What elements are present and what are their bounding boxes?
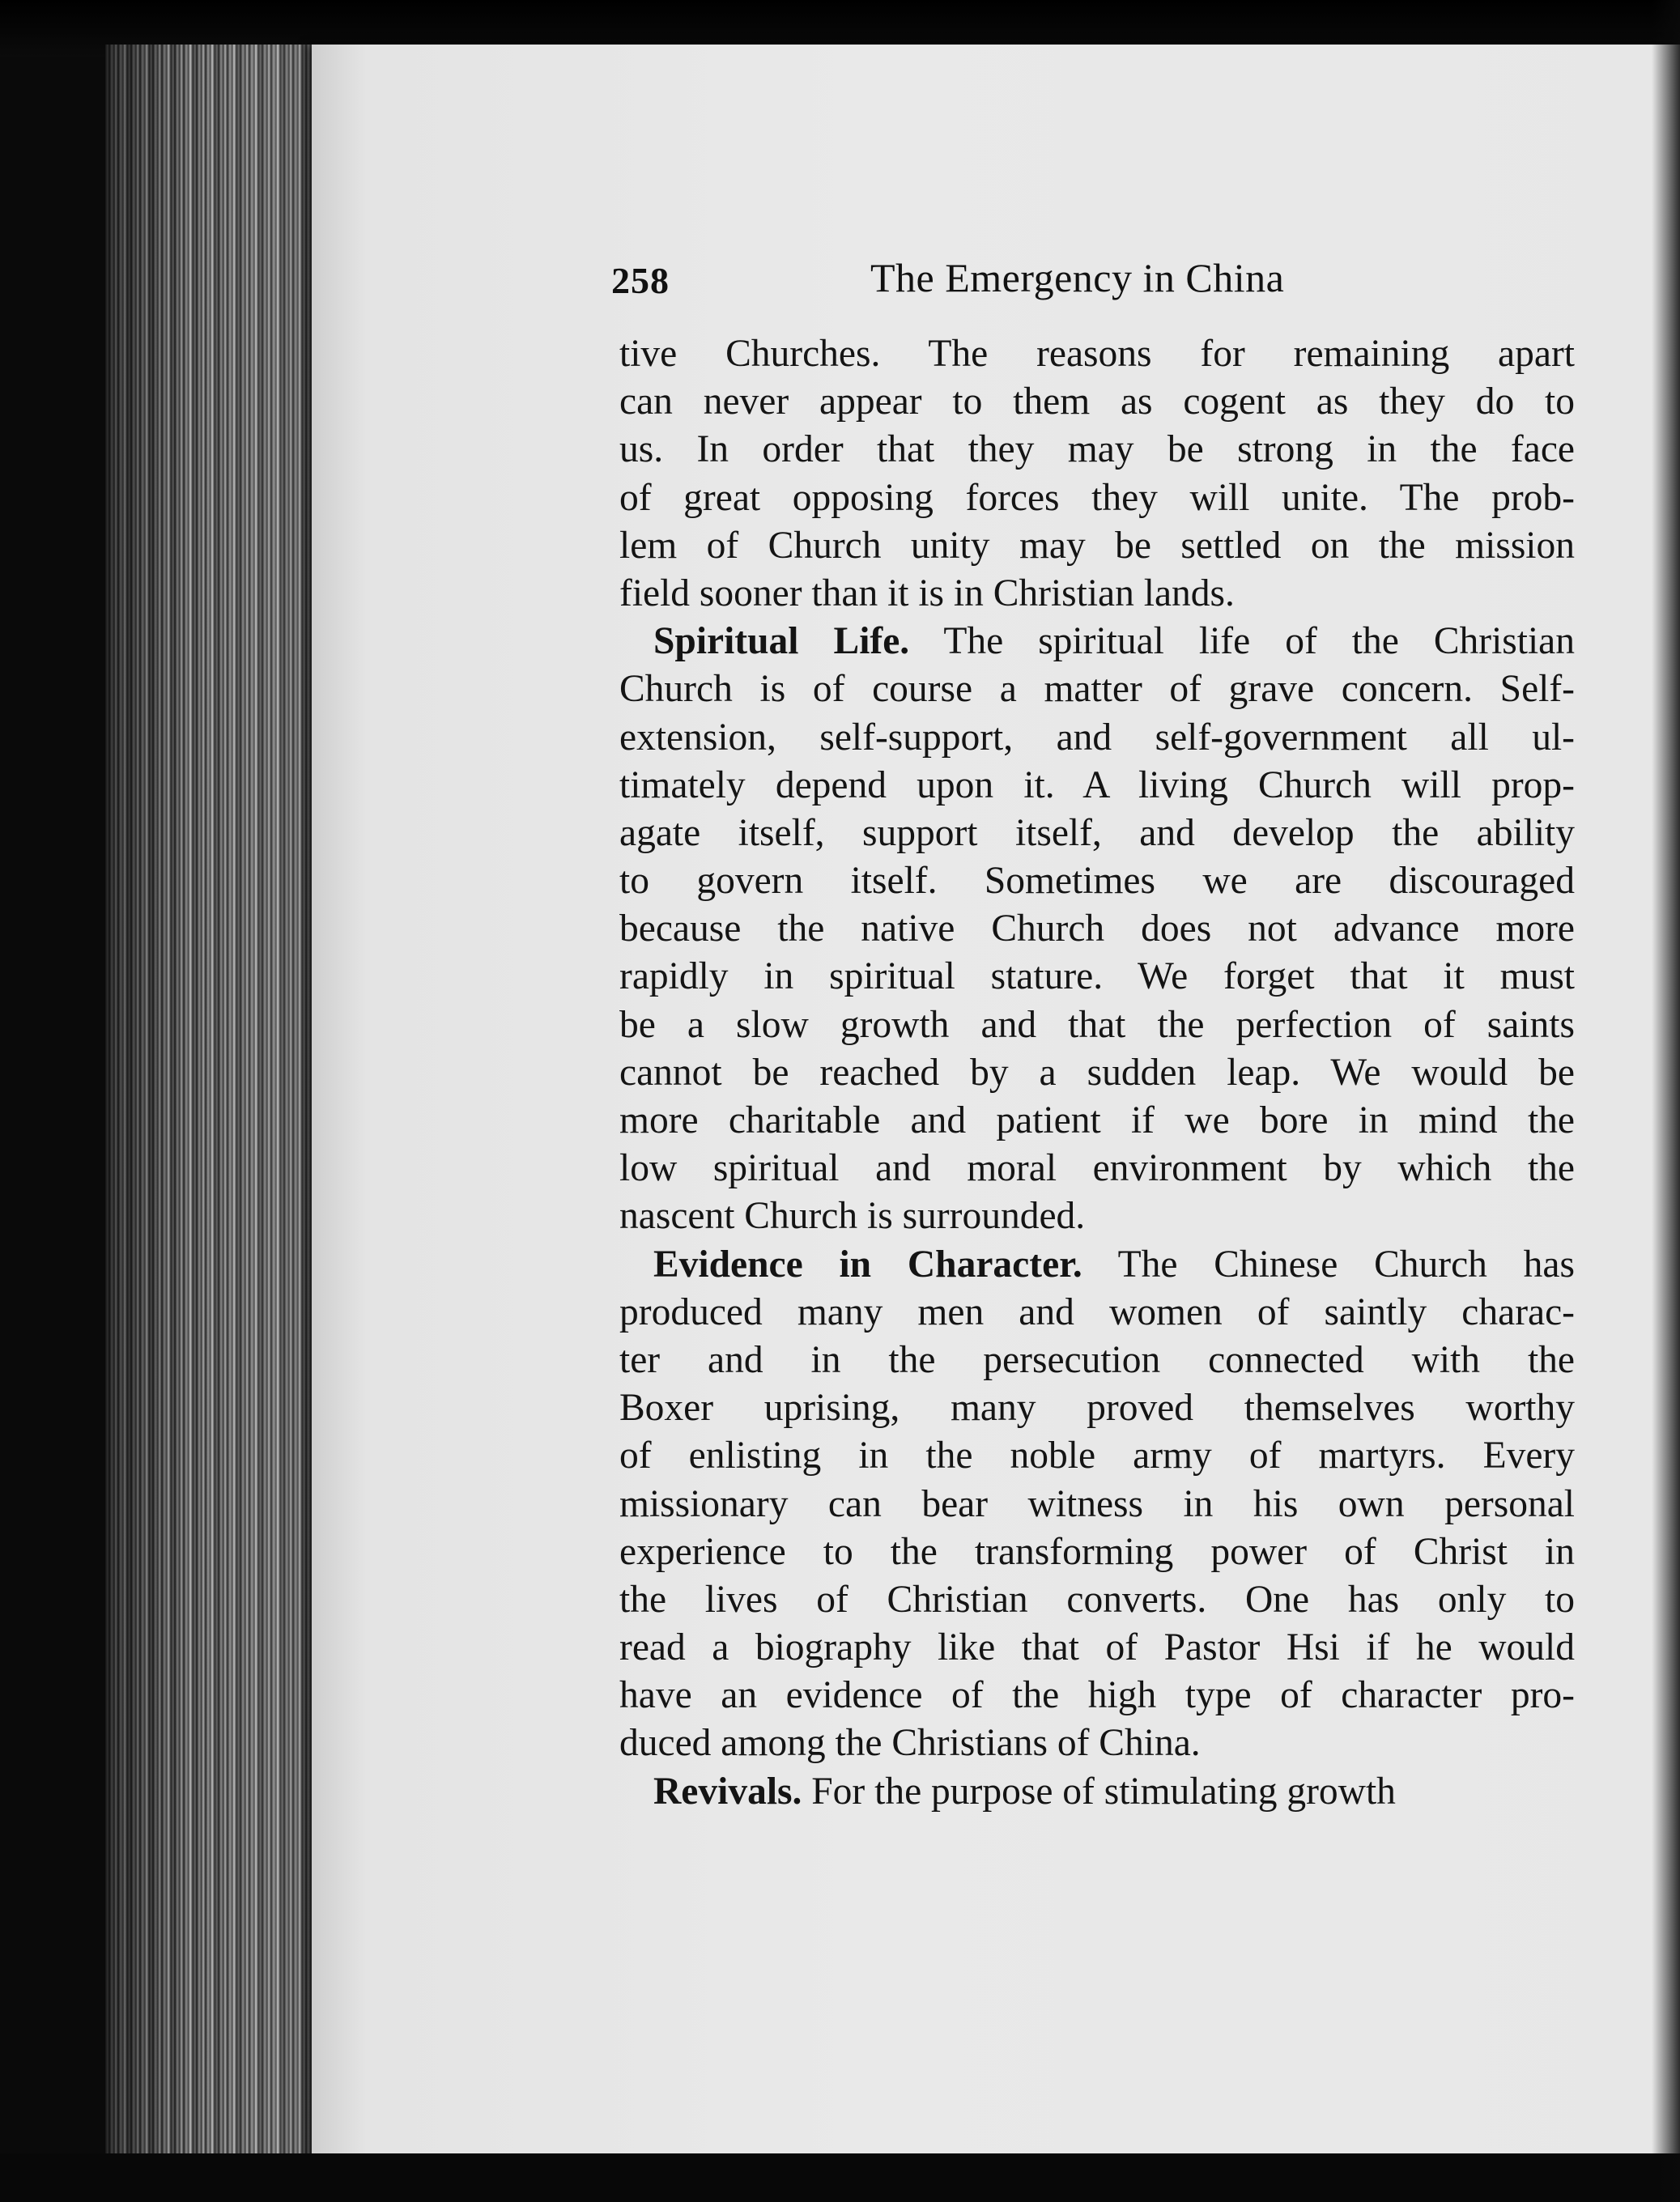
text-line: of enlisting in the noble army of martyrs. Every bbox=[619, 1435, 1575, 1477]
text-line: cannot be reached by a sudden leap. We would be bbox=[619, 1051, 1575, 1094]
text-line: produced many men and women of saintly charac- bbox=[619, 1290, 1575, 1333]
text-line: timately depend upon it. A living Church will prop- bbox=[619, 763, 1575, 806]
side-heading: Revivals. bbox=[653, 1770, 802, 1813]
text-line: tive Churches. The reasons for remaining apart bbox=[619, 333, 1575, 375]
running-title: The Emergency in China bbox=[870, 255, 1285, 300]
text-line: lem of Church unity may be settled on the mission bbox=[619, 524, 1575, 567]
side-heading: Spiritual Life. bbox=[653, 620, 910, 663]
page-number: 258 bbox=[611, 260, 670, 301]
text-line: to govern itself. Sometimes we are discouraged bbox=[619, 860, 1575, 903]
text-run: For the purpose of stimulating growth bbox=[802, 1770, 1396, 1813]
text-line: rapidly in spiritual stature. We forget that it must bbox=[619, 955, 1575, 998]
body-text bbox=[619, 330, 1575, 1816]
text-line: low spiritual and moral environment by which the bbox=[619, 1147, 1575, 1190]
text-line bbox=[619, 1241, 1575, 1289]
text-line bbox=[619, 1768, 1575, 1816]
text-line: have an evidence of the high type of character pro- bbox=[619, 1674, 1575, 1717]
paragraph bbox=[619, 1241, 1575, 1768]
text-line: Church is of course a matter of grave concern. Self- bbox=[619, 668, 1575, 711]
text-line: be a slow growth and that the perfection of saints bbox=[619, 1003, 1575, 1046]
text-line: because the native Church does not advance more bbox=[619, 908, 1575, 950]
scanner-background-bottom bbox=[0, 2153, 1680, 2202]
text-run: The Chinese Church has bbox=[1082, 1243, 1575, 1286]
side-heading: Evidence in Character. bbox=[653, 1243, 1082, 1286]
page-edges bbox=[105, 45, 324, 2166]
text-line: missionary can bear witness in his own personal bbox=[619, 1482, 1575, 1525]
text-line: read a biography like that of Pastor Hsi if he would bbox=[619, 1626, 1575, 1669]
text-line: more charitable and patient if we bore in mind the bbox=[619, 1099, 1575, 1141]
text-line: Boxer uprising, many proved themselves worthy bbox=[619, 1387, 1575, 1430]
paragraph bbox=[619, 330, 1575, 618]
text-line: agate itself, support itself, and develop the ability bbox=[619, 811, 1575, 854]
text-line: nascent Church is surrounded. bbox=[619, 1195, 1086, 1238]
text-line: experience to the transforming power of Christ in bbox=[619, 1530, 1575, 1573]
paragraph bbox=[619, 618, 1575, 1240]
text-line bbox=[619, 618, 1575, 665]
text-line: of great opposing forces they will unite. The prob- bbox=[619, 476, 1575, 519]
text-line: field sooner than it is in Christian lands. bbox=[619, 572, 1235, 614]
page-header bbox=[611, 249, 1575, 306]
text-line: ter and in the persecution connected with the bbox=[619, 1338, 1575, 1381]
paragraph bbox=[619, 1768, 1575, 1816]
text-line: duced among the Christians of China. bbox=[619, 1722, 1201, 1765]
text-line: the lives of Christian converts. One has only to bbox=[619, 1578, 1575, 1621]
scanner-background-right bbox=[1652, 0, 1680, 2202]
text-line: extension, self-support, and self-government all ul- bbox=[619, 716, 1575, 759]
text-run: The spiritual life of the Christian bbox=[909, 620, 1575, 663]
text-line: can never appear to them as cogent as they do to bbox=[619, 380, 1575, 423]
text-line: us. In order that they may be strong in the face bbox=[619, 428, 1575, 471]
